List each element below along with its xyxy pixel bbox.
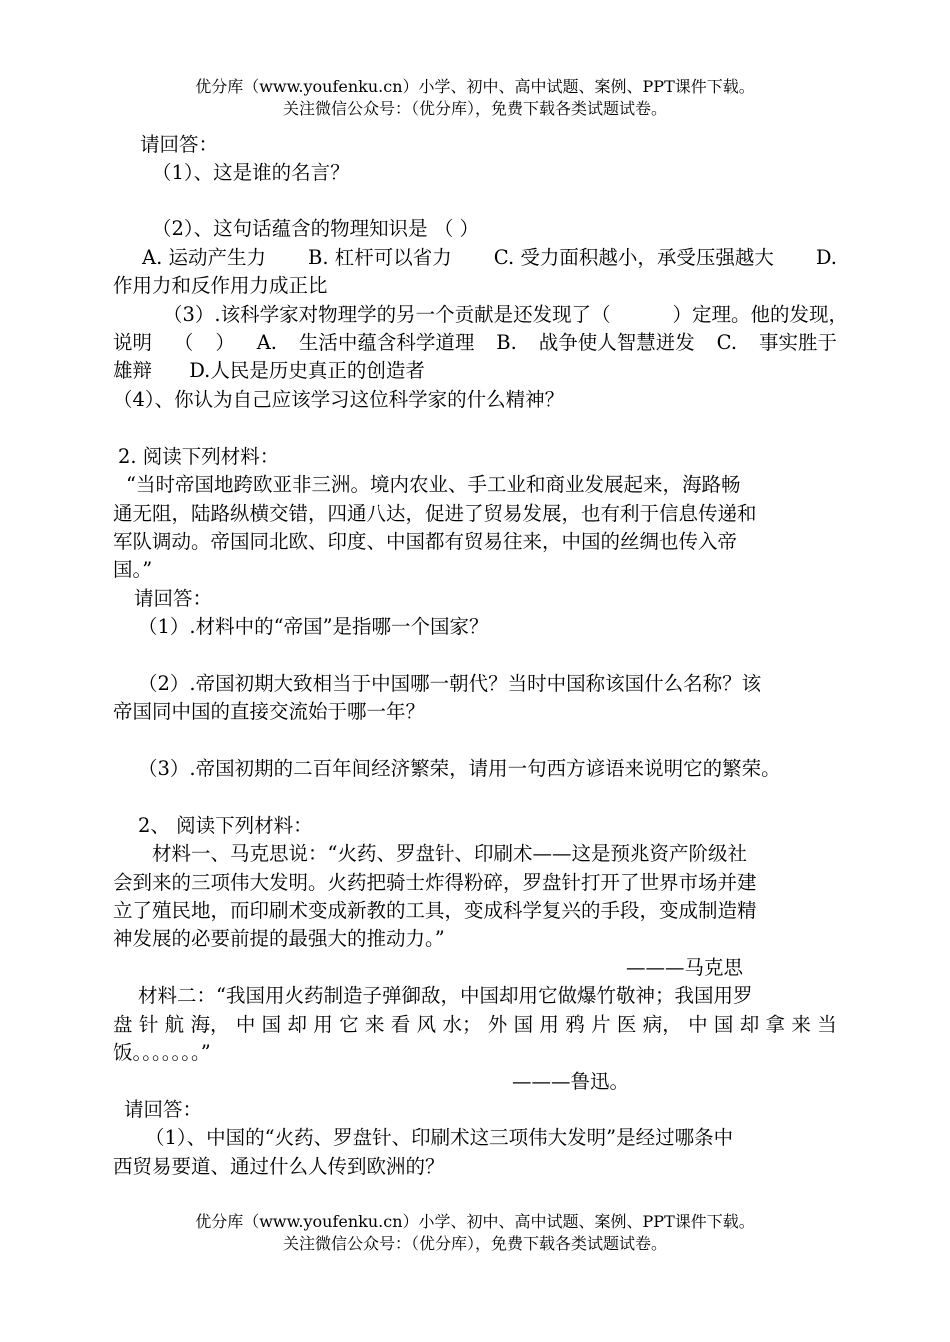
m2-word: 它 <box>339 1013 359 1036</box>
section3-material1-line-3: 立了殖民地，而印刷术变成新教的工具，变成科学复兴的手段，变成制造精 <box>113 899 757 922</box>
m2-word: 用 <box>539 1013 559 1036</box>
section1-question-2: （2）、这句话蕴含的物理知识是 （ ） <box>152 217 480 240</box>
q3-word: ） <box>215 331 235 354</box>
q3-option-c-label: C. <box>716 331 738 354</box>
section3-title: 2、 阅读下列材料： <box>138 814 313 837</box>
q3-text-a: （3）.该科学家对物理学的另一个贡献是还发现了（ <box>163 303 611 326</box>
section2-question-1: （1）.材料中的“帝国”是指哪一个国家？ <box>138 615 489 638</box>
section2-material-line-3: 军队调动。帝国同北欧、印度、中国都有贸易往来，中国的丝绸也传入帝 <box>113 530 738 553</box>
m2-word: 拿 <box>765 1013 786 1036</box>
m2-word: 风 <box>416 1013 437 1036</box>
section1-question-4: （4）、你认为自己应该学习这位科学家的什么精神？ <box>113 388 565 411</box>
header-line-2: 关注微信公众号：（优分库），免费下载各类试题试卷。 <box>282 99 667 118</box>
section2-prompt: 请回答： <box>134 587 213 610</box>
m2-word: 盘 <box>113 1013 133 1036</box>
q3-option-a: 生活中蕴含科学道理 <box>298 331 475 354</box>
section2-material-line-4: 国。” <box>113 558 153 581</box>
material-text: “当时帝国地跨欧亚非三洲。境内农业、手工业和商业发展起来，海路畅 <box>126 473 741 496</box>
header-line-1: 优分库（www.youfenku.cn）小学、初中、高中试题、案例、PPT课件下载。 <box>195 77 755 96</box>
m2-word: 鸦 <box>565 1013 585 1036</box>
section3-question-1-line-1: （1）、中国的“火药、罗盘针、印刷术这三项伟大发明”是经过哪条中 <box>145 1126 734 1149</box>
section3-material2-source: ———鲁迅。 <box>512 1070 630 1093</box>
q3-text-b: ）定理。他的发现， <box>672 303 848 326</box>
section1-q2-options-line <box>142 244 837 272</box>
option-a: A. 运动产生力 <box>142 246 266 269</box>
m2-word: 却 <box>287 1013 307 1036</box>
m2-word: 中 <box>688 1013 708 1036</box>
section3-prompt: 请回答： <box>124 1098 203 1121</box>
m2-word: 海， <box>190 1013 230 1036</box>
footer-line-2: 关注微信公众号：（优分库），免费下载各类试题试卷。 <box>282 1234 667 1253</box>
m2-word: 航 <box>164 1013 185 1036</box>
option-d-label: D. <box>815 246 837 269</box>
m2-word: 病， <box>642 1013 682 1036</box>
section3-question-1-line-2: 西贸易要道、通过什么人传到欧洲的？ <box>113 1155 445 1178</box>
m2-word: 针 <box>138 1013 159 1036</box>
section2-material-line-1 <box>126 471 837 499</box>
section2-title: 2. 阅读下列材料： <box>118 445 280 468</box>
section1-q3-line-2 <box>113 329 837 357</box>
q3-word: 说明 <box>113 331 153 354</box>
m2-word: 中 <box>235 1013 256 1036</box>
m2-word: 国 <box>513 1013 534 1036</box>
m2-word: 国 <box>713 1013 734 1036</box>
section3-material1-line-1: 材料一、马克思说：“火药、罗盘针、印刷术——这是预兆资产阶级社 <box>152 842 747 865</box>
q3-option-b: 战争使人智慧迸发 <box>538 331 695 354</box>
m2-word: 医 <box>616 1013 637 1036</box>
q3-option-c: 事实胜于 <box>758 331 837 354</box>
section3-material1-source: ———马克思 <box>626 956 744 979</box>
q3-option-b-label: B. <box>496 331 517 354</box>
section3-material2-line-2 <box>113 1011 837 1039</box>
section3-material1-line-4: 神发展的必要前提的最强大的推动力。” <box>113 927 445 950</box>
m2-word: 当 <box>817 1013 837 1036</box>
section2-question-3: （3）.帝国初期的二百年间经济繁荣，请用一句西方谚语来说明它的繁荣。 <box>138 757 781 780</box>
section1-q3-line-1 <box>163 301 848 329</box>
m2-word: 却 <box>739 1013 760 1036</box>
section2-material-line-2: 通无阻，陆路纵横交错，四通八达，促进了贸易发展，也有利于信息传递和 <box>113 502 757 525</box>
section3-material2-line-1: 材料二：“我国用火药制造子弹御敌，中国却用它做爆竹敬神；我国用罗 <box>138 984 753 1007</box>
m2-word: 来 <box>791 1013 811 1036</box>
section1-question-1: （1）、这是谁的名言？ <box>152 161 350 184</box>
m2-word: 水； <box>442 1013 482 1036</box>
option-c: C. 受力面积越小，承受压强越大 <box>493 246 774 269</box>
m2-word: 外 <box>487 1013 508 1036</box>
section2-question-2-line-1: （2）.帝国初期大致相当于中国哪一朝代？当时中国称该国什么名称？该 <box>138 672 762 695</box>
q3-word: （ <box>173 331 194 354</box>
m2-word: 来 <box>364 1013 385 1036</box>
section2-question-2-line-2: 帝国同中国的直接交流始于哪一年？ <box>113 700 426 723</box>
section3-material1-line-2: 会到来的三项伟大发明。火药把骑士炸得粉碎，罗盘针打开了世界市场并建 <box>113 871 757 894</box>
m2-word: 看 <box>390 1013 411 1036</box>
m2-word: 国 <box>261 1013 282 1036</box>
footer-line-1: 优分库（www.youfenku.cn）小学、初中、高中试题、案例、PPT课件下载。 <box>195 1212 755 1231</box>
q3-option-a-label: A. <box>256 331 277 354</box>
section3-material2-line-3: 饭。。。。。。。” <box>113 1041 211 1064</box>
m2-word: 用 <box>313 1013 333 1036</box>
section1-prompt: 请回答： <box>140 133 219 156</box>
section1-q3-line-3: 雄辩 D.人民是历史真正的创造者 <box>113 359 425 382</box>
option-d-text: 作用力和反作用力成正比 <box>113 274 328 297</box>
m2-word: 片 <box>591 1013 611 1036</box>
option-b: B. 杠杆可以省力 <box>307 246 452 269</box>
